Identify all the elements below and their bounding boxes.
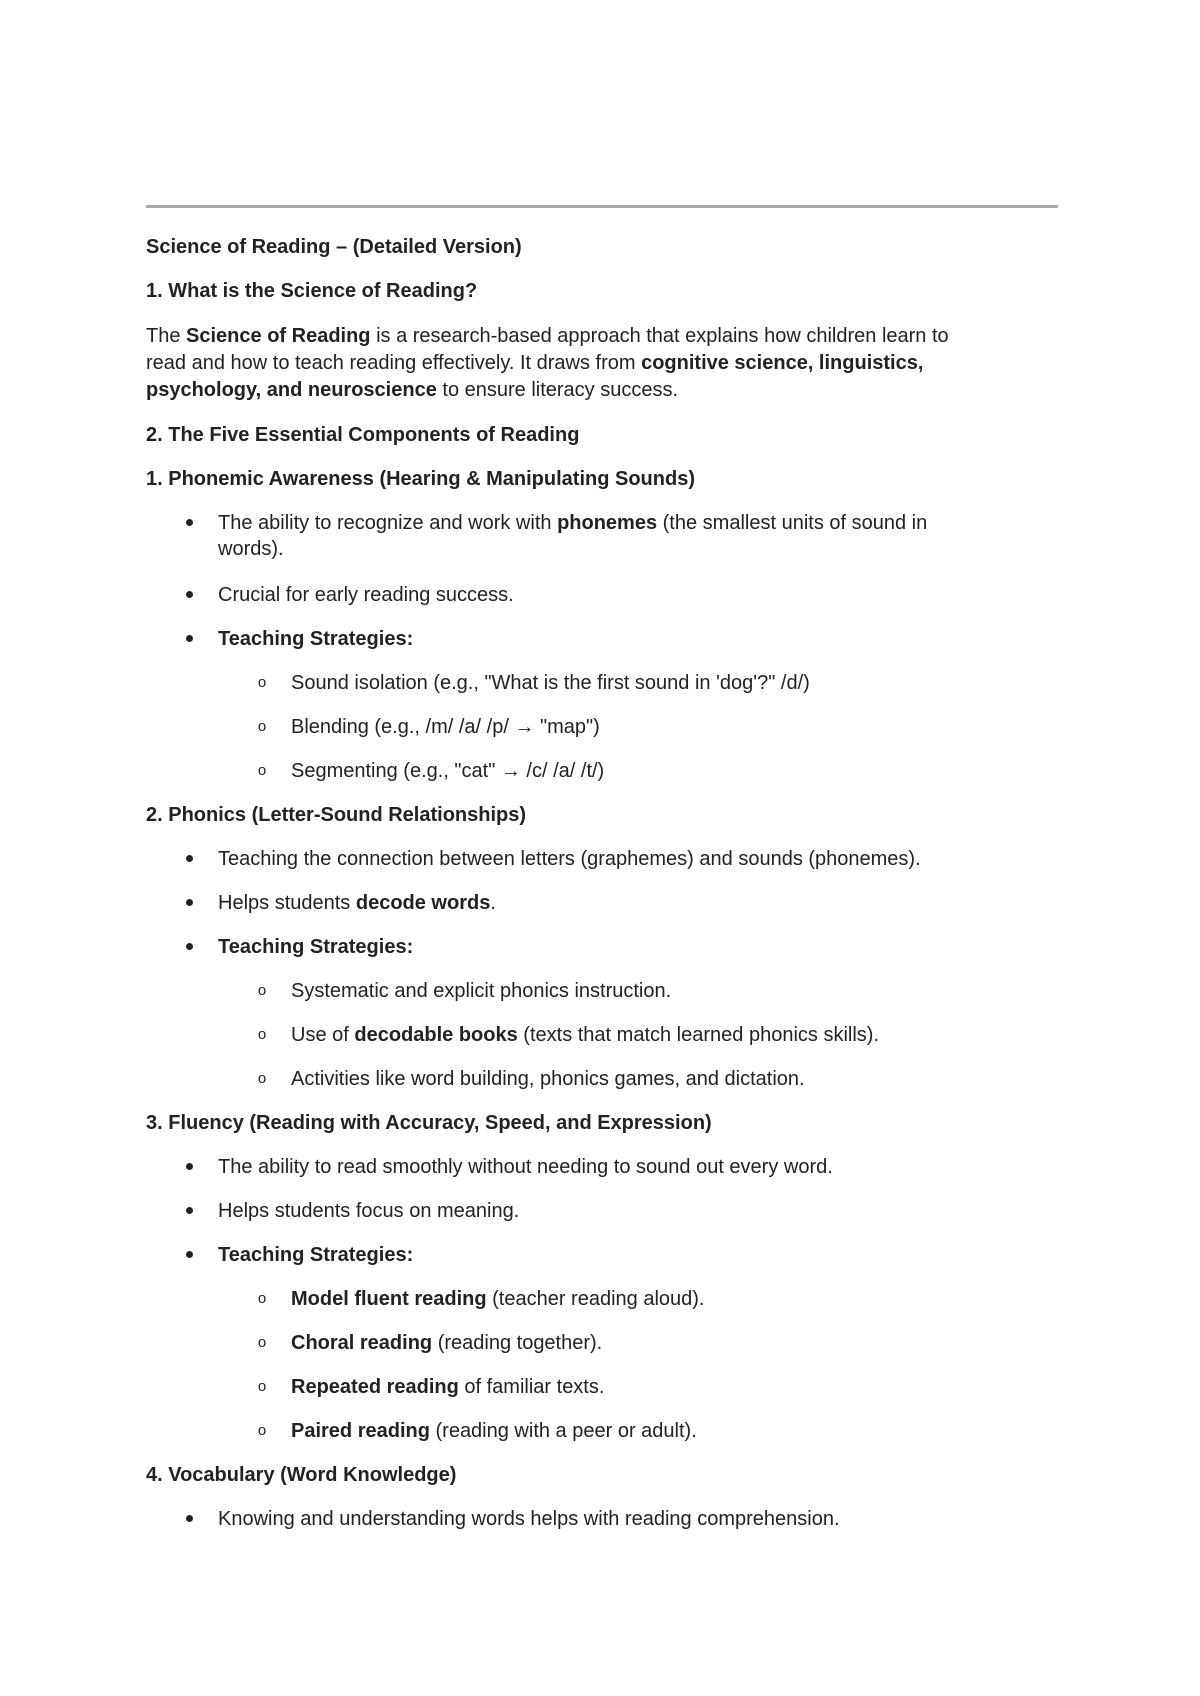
- sub-bullet-icon: o: [257, 1334, 267, 1351]
- list-item: Teaching the connection between letters (graphemes) and sounds (phonemes).: [218, 848, 921, 870]
- teaching-strategies-label: Teaching Strategies:: [218, 1244, 414, 1266]
- bullet-icon: [186, 626, 196, 636]
- horizontal-rule: [146, 205, 1058, 208]
- list-item: Helps students decode words.: [218, 892, 496, 914]
- section-2-heading: 2. The Five Essential Components of Reading: [146, 424, 580, 446]
- intro-line-3: psychology, and neuroscience to ensure literacy success.: [146, 379, 679, 401]
- section-1-heading: 1. What is the Science of Reading?: [146, 280, 478, 302]
- sub-list-item: Sound isolation (e.g., "What is the first sound in 'dog'?" /d/): [291, 672, 810, 694]
- sub-list-item: Use of decodable books (texts that match learned phonics skills).: [291, 1024, 879, 1046]
- bullet-icon: [186, 1242, 196, 1252]
- bullet-icon: [186, 510, 196, 520]
- bullet-icon: [186, 890, 196, 900]
- component-1-heading: 1. Phonemic Awareness (Hearing & Manipulating Sounds): [146, 468, 695, 490]
- sub-bullet-icon: o: [257, 1378, 267, 1395]
- document-title: Science of Reading – (Detailed Version): [146, 236, 522, 258]
- teaching-strategies-label: Teaching Strategies:: [218, 936, 414, 958]
- component-4-heading: 4. Vocabulary (Word Knowledge): [146, 1464, 457, 1486]
- list-item: Knowing and understanding words helps with reading comprehension.: [218, 1508, 840, 1530]
- sub-bullet-icon: o: [257, 982, 267, 999]
- sub-list-item: Choral reading (reading together).: [291, 1332, 603, 1354]
- sub-list-item: Segmenting (e.g., "cat" → /c/ /a/ /t/): [291, 760, 605, 782]
- component-2-heading: 2. Phonics (Letter-Sound Relationships): [146, 804, 527, 826]
- sub-list-item: Paired reading (reading with a peer or adult).: [291, 1420, 697, 1442]
- intro-line-1: The Science of Reading is a research-based approach that explains how children learn to: [146, 325, 949, 347]
- sub-bullet-icon: o: [257, 674, 267, 691]
- list-item: The ability to recognize and work with phonemes (the smallest units of sound in: [218, 512, 928, 534]
- sub-bullet-icon: o: [257, 1290, 267, 1307]
- list-item: The ability to read smoothly without needing to sound out every word.: [218, 1156, 833, 1178]
- sub-bullet-icon: o: [257, 718, 267, 735]
- bullet-icon: [186, 1154, 196, 1164]
- sub-list-item: Blending (e.g., /m/ /a/ /p/ → "map"): [291, 716, 600, 738]
- bullet-icon: [186, 934, 196, 944]
- bullet-icon: [186, 846, 196, 856]
- sub-bullet-icon: o: [257, 762, 267, 779]
- sub-list-item: Activities like word building, phonics games, and dictation.: [291, 1068, 805, 1090]
- sub-bullet-icon: o: [257, 1422, 267, 1439]
- bullet-icon: [186, 1198, 196, 1208]
- teaching-strategies-label: Teaching Strategies:: [218, 628, 414, 650]
- sub-list-item: Repeated reading of familiar texts.: [291, 1376, 605, 1398]
- list-item-continuation: words).: [218, 538, 284, 560]
- list-item: Helps students focus on meaning.: [218, 1200, 520, 1222]
- intro-line-2: read and how to teach reading effectively. It draws from cognitive science, linguistics,: [146, 352, 924, 374]
- sub-bullet-icon: o: [257, 1070, 267, 1087]
- bullet-icon: [186, 1506, 196, 1516]
- sub-list-item: Model fluent reading (teacher reading aloud).: [291, 1288, 705, 1310]
- component-3-heading: 3. Fluency (Reading with Accuracy, Speed, and Expression): [146, 1112, 712, 1134]
- sub-bullet-icon: o: [257, 1026, 267, 1043]
- list-item: Crucial for early reading success.: [218, 584, 514, 606]
- sub-list-item: Systematic and explicit phonics instruction.: [291, 980, 672, 1002]
- bullet-icon: [186, 582, 196, 592]
